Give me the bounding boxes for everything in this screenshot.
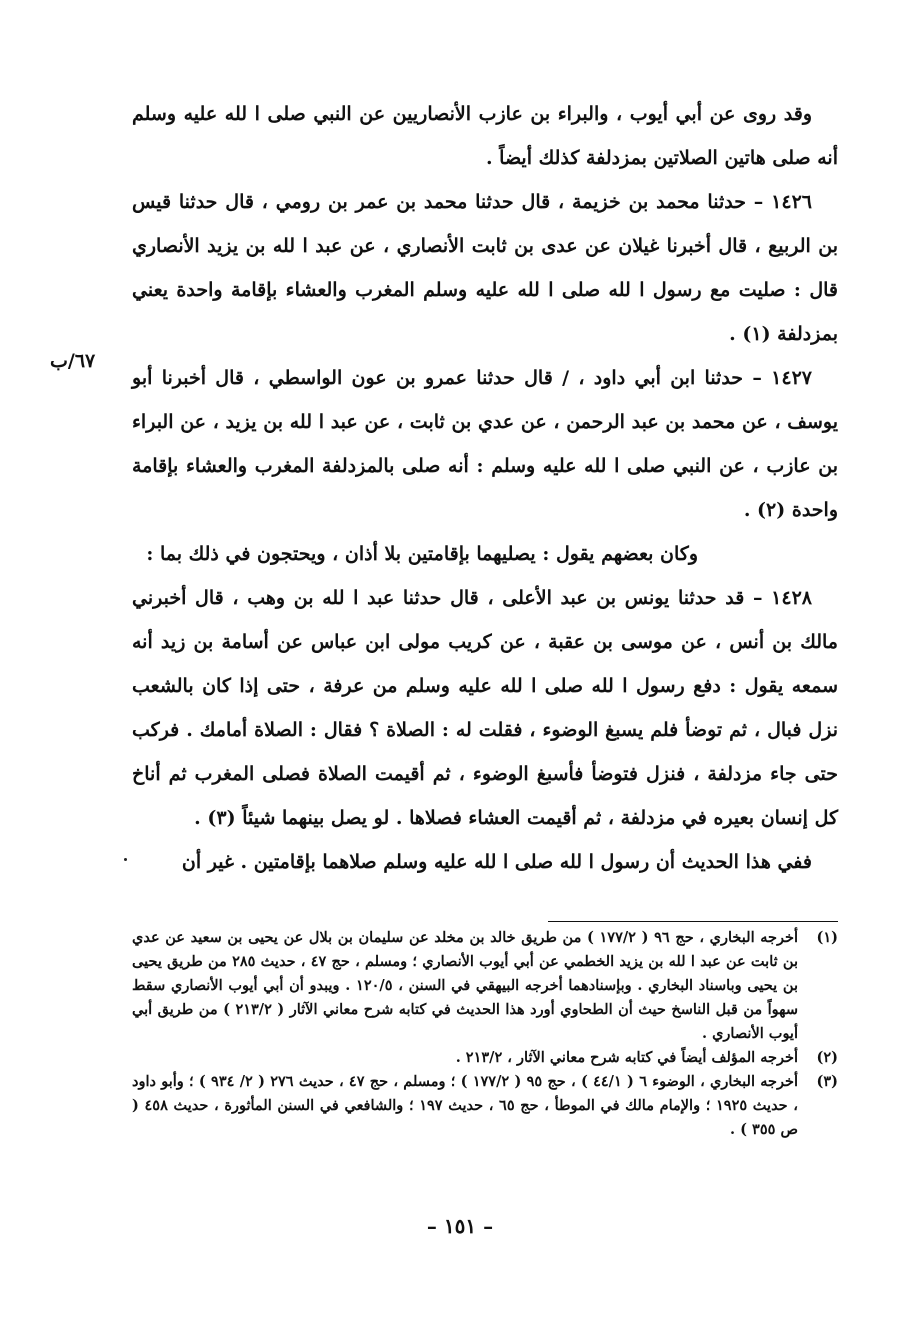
footnote-1 [132, 926, 838, 1046]
paragraph-hadith-1428: ١٤٢٨ – قد حدثنا يونس بن عبد الأعلى ، قال حدثنا عبد ا لله بن وهب ، قال أخبرني مالك بن أنس ، عن موسى بن عقبة ، عن كريب مولى ابن عباس عن أسامة بن زيد أنه سمعه يقول : دفع رسول ا لله صلى ا لله عليه وسلم من عرفة ، حتى إذا كان بالشعب نزل فبال ، ثم توضأ فلم يسبغ الوضوء ، فقلت له : الصلاة ؟ فقال : الصلاة أمامك . فركب حتى جاء مزدلفة ، فنزل فتوضأ فأسبغ الوضوء ، ثم أقيمت الصلاة فصلى المغرب ثم أناخ كل إنسان بعيره في مزدلفة ، ثم أقيمت العشاء فصلاها . لو يصل بينهما شيئاً (٣) . [132, 587, 838, 829]
stray-dot [124, 858, 127, 861]
folio-margin-note: ٦٧/ب [50, 350, 96, 372]
paragraph-hadith-1426: ١٤٢٦ – حدثنا محمد بن خزيمة ، قال حدثنا محمد بن عمر بن رومي ، قال حدثنا قيس بن الربيع ، قال أخبرنا غيلان عن عدى بن ثابت الأنصاري ، عن عبد ا لله بن يزيد الأنصاري قال : صليت مع رسول ا لله صلى ا لله عليه وسلم المغرب والعشاء بإقامة واحدة يعني بمزدلفة (١) . [132, 191, 838, 345]
main-text-block [132, 92, 838, 884]
footnote-text: أخرجه المؤلف أيضاً في كتابه شرح معاني الآثار ، ٢١٣/٢ . [455, 1049, 798, 1066]
paragraph-intro: وقد روى عن أبي أيوب ، والبراء بن عازب الأنصاريين عن النبي صلى ا لله عليه وسلم أنه صلى هاتين الصلاتين بمزدلفة كذلك أيضاً . [132, 103, 838, 169]
footnote-number: (١) [816, 929, 838, 946]
footnote-2 [132, 1046, 838, 1070]
paragraph-hadith-1427: ١٤٢٧ – حدثنا ابن أبي داود ، / قال حدثنا عمرو بن عون الواسطي ، قال أخبرنا أبو يوسف ، عن محمد بن عبد الرحمن ، عن عدي بن ثابت ، عن عبد ا لله بن يزيد ، عن البراء بن عازب ، عن النبي صلى ا لله عليه وسلم : أنه صلى بالمزدلفة المغرب والعشاء بإقامة واحدة (٢) . [132, 367, 838, 521]
footnote-3 [132, 1070, 838, 1142]
paragraph-conclusion: ففي هذا الحديث أن رسول ا لله صلى ا لله عليه وسلم صلاهما بإقامتين . غير أن [181, 851, 812, 873]
footnote-text: أخرجه البخاري ، حج ٩٦ ( ١٧٧/٢ ) من طريق خالد بن مخلد عن سليمان بن بلال عن يحيى بن سعيد عن عدي بن ثابت عن عبد ا لله بن يزيد الخطمي عن أبي أيوب الأنصاري ؛ ومسلم ، حج ٤٧ ، حديث ٢٨٥ من طريق يحيى بن يحيى وباسناد البخاري . وبإسنادهما أخرجه البيهقي في السنن ، ١٢٠/٥ . ويبدو أن أبي أيوب الأنصاري سقط سهواً من قبل الناسخ حيث أن الطحاوي أورد هذا الحديث في كتابه شرح معاني الآثار ( ٢١٣/٢ ) من طريق أبي أيوب الأنصاري . [132, 929, 798, 1042]
paragraph-transition: وكان بعضهم يقول : يصليهما بإقامتين بلا أذان ، ويحتجون في ذلك بما : [146, 543, 698, 565]
footnote-number: (٢) [816, 1049, 838, 1066]
footnote-divider [548, 921, 838, 922]
footnote-text: أخرجه البخاري ، الوضوء ٦ ( ٤٤/١ ) ، حج ٩٥ ( ١٧٧/٢ ) ؛ ومسلم ، حج ٤٧ ، حديث ٢٧٦ ( ٢/ ٩٣٤ ) ؛ وأبو داود ، حديث ١٩٢٥ ؛ والإمام مالك في الموطأ ، حج ٦٥ ، حديث ١٩٧ ؛ والشافعي في السنن المأثورة ، حديث ٤٥٨ ( ص ٣٥٥ ) . [132, 1073, 798, 1138]
footnotes-block [132, 926, 838, 1142]
footnote-number: (٣) [816, 1073, 838, 1090]
page-number: – ١٥١ – [426, 1214, 494, 1238]
